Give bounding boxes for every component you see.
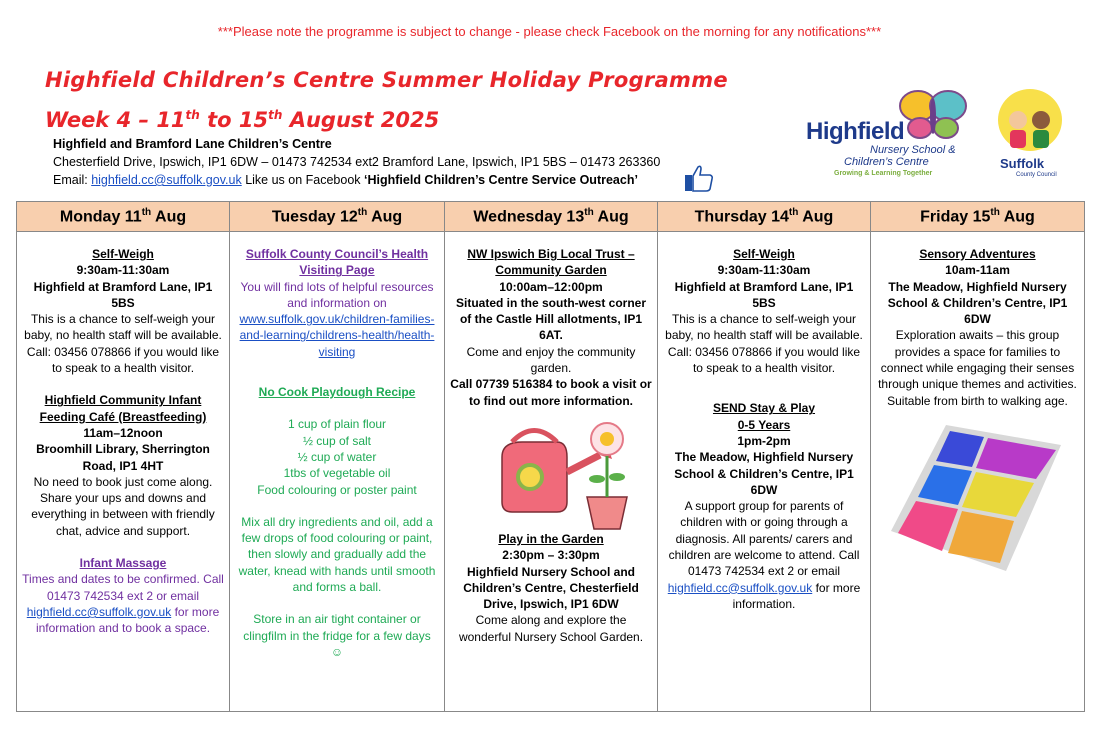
friday-cell xyxy=(871,232,1085,712)
highfield-logo: Highfield Nursery School & Children’s Centre Growing & Learning Together xyxy=(806,84,966,179)
butterfly-icon xyxy=(898,84,968,144)
event-title: Suffolk County Council’s Health Visiting Page xyxy=(245,247,429,278)
event-desc: This is a chance to self-weigh your baby, no health staff will be available. xyxy=(24,312,222,343)
event-call: Call: 03456 078866 if you would like to speak to a health visitor. xyxy=(26,344,220,376)
event-call: Call 07739 516384 to book a visit or to find out more information. xyxy=(450,377,652,408)
event-desc: You will find lots of helpful resources and information on xyxy=(240,279,434,310)
day-header-thursday: Thursday 14th Aug xyxy=(658,202,871,232)
monday-cell xyxy=(17,232,230,712)
thumbs-up-icon xyxy=(684,163,714,198)
event-age: 0-5 Years xyxy=(737,417,791,432)
event-title: SEND Stay & Play xyxy=(712,401,816,416)
event-title: Sensory Adventures xyxy=(919,247,1036,261)
watering-can-flower-icon xyxy=(450,409,652,531)
event-place: The Meadow, Highfield Nursery School & Children’s Centre, IP1 6DW xyxy=(674,450,854,497)
suffolk-logo: Suffolk County Council xyxy=(996,86,1066,178)
email-link[interactable]: highfield.cc@suffolk.gov.uk xyxy=(91,173,242,187)
event-time: 10am-11am xyxy=(945,263,1010,278)
contact-line: Email: highfield.cc@suffolk.gov.uk Like us on Facebook ‘Highfield Children’s Centre Service Outreach’ xyxy=(53,173,638,187)
event-place: Broomhill Library, Sherrington Road, IP1 4HT xyxy=(36,442,210,473)
event-desc: Times and dates to be confirmed. Call 01473 742534 ext 2 or email highfield.cc@suffolk.gov.uk for more information and to book a space. xyxy=(22,572,224,636)
event-place: Highfield at Bramford Lane, IP1 5BS xyxy=(33,279,213,310)
tuesday-cell xyxy=(230,232,445,712)
ingredient: 1 cup of plain flour xyxy=(287,417,387,432)
event-time: 2:30pm – 3:30pm xyxy=(502,548,600,563)
address-line: Chesterfield Drive, Ipswich, IP1 6DW – 01473 742534 ext2 Bramford Lane, Ipswich, IP1 5BS – 01473 263360 xyxy=(53,155,661,169)
event-desc: Exploration awaits – this group provides a space for families to connect while engaging their senses through unique themes and activities. Suitable from birth to walking age. xyxy=(878,328,1077,408)
email-link[interactable]: highfield.cc@suffolk.gov.uk xyxy=(667,580,813,595)
health-visiting-link[interactable]: www.suffolk.gov.uk/children-families-and-learning/childrens-health/health-visiting xyxy=(239,312,435,359)
event-place: The Meadow, Highfield Nursery School & Children’s Centre, IP1 6DW xyxy=(887,279,1068,327)
children-centres-badge-icon xyxy=(996,86,1064,154)
day-header-friday: Friday 15th Aug xyxy=(871,202,1085,232)
recipe-title: No Cook Playdough Recipe xyxy=(258,385,416,400)
event-title: Infant Massage xyxy=(79,556,167,571)
ingredient: 1tbs of vegetable oil xyxy=(283,466,391,481)
wednesday-cell xyxy=(445,232,658,712)
programme-table xyxy=(16,201,1085,712)
event-desc: Come along and explore the wonderful Nursery School Garden. xyxy=(458,613,644,644)
day-header-monday: Monday 11th Aug xyxy=(17,202,230,232)
event-time: 1pm-2pm xyxy=(737,433,791,448)
event-time: 9:30am-11:30am xyxy=(76,263,170,278)
event-title: Self-Weigh xyxy=(92,247,154,261)
event-title: Highfield Community Infant Feeding Café (Breastfeeding) xyxy=(39,393,207,424)
event-time: 9:30am-11:30am xyxy=(717,263,811,278)
event-desc: This is a chance to self-weigh your baby, no health staff will be available. xyxy=(665,312,863,343)
day-header-wednesday: Wednesday 13th Aug xyxy=(445,202,658,232)
recipe-method: Mix all dry ingredients and oil, add a few drops of food colouring or paint, then slowly and gradually add the water, knead with hands until smooth and forms a ball. xyxy=(238,514,436,595)
event-title: Play in the Garden xyxy=(498,531,604,546)
ingredient: ½ cup of salt xyxy=(302,433,372,448)
recipe-storage: Store in an air tight container or clingfilm in the fridge for a few days xyxy=(243,612,431,643)
event-place: Situated in the south-west corner of the Castle Hill allotments, IP1 6AT. xyxy=(455,295,647,343)
ingredient: Food colouring or poster paint xyxy=(257,482,417,497)
event-place: Highfield Nursery School and Children’s Centre, Chesterfield Drive, Ipswich, IP1 6DW xyxy=(463,564,639,612)
thursday-cell: Self-Weigh 9:30am-11:30am Highfield at Bramford Lane, IP1 5BS This is a chance to self-weigh your baby, no health staff will be available. Call: 03456 078866 if you would like to speak to a health visitor. SEND Stay & Play 0-5 Years 1pm-2pm The Meadow, Highfield Nursery School & Children’s Centre, IP1 6DW A support group for parents of children with or going through a diagnosis. All parents/ carers and children are welcome to attend. Call 01473 742534 ext 2 or email highfield.cc@suffolk.gov.uk for more information. xyxy=(658,232,871,712)
event-title: NW Ipswich Big Local Trust – Community Garden xyxy=(467,247,635,278)
event-time: 10:00am–12:00pm xyxy=(499,279,603,294)
event-call: Call: 03456 078866 if you would like to speak to a health visitor. xyxy=(667,344,861,376)
week-heading: Week 4 – 11th to 15th August 2025 xyxy=(45,108,440,132)
event-title: Self-Weigh xyxy=(733,247,795,261)
event-time: 11am–12noon xyxy=(83,425,163,440)
smiley-icon: ☺ xyxy=(330,644,344,659)
day-header-tuesday: Tuesday 12th Aug xyxy=(230,202,445,232)
event-desc: Come and enjoy the community garden. xyxy=(466,344,636,376)
centres-name: Highfield and Bramford Lane Children’s Centre xyxy=(53,137,332,151)
event-place: Highfield at Bramford Lane, IP1 5BS xyxy=(674,279,854,310)
email-link[interactable]: highfield.cc@suffolk.gov.uk xyxy=(26,604,172,619)
event-desc: No need to book just come along. Share your ups and downs and everything in between with friendly chat, advice and support. xyxy=(31,474,215,538)
sensory-tiles-image xyxy=(876,409,1079,569)
event-desc: A support group for parents of children with or going through a diagnosis. All parents/ carers and children are welcome to attend. Call 01473 742534 ext 2 or email xyxy=(668,499,860,579)
page-title: Highfield Children’s Centre Summer Holiday Programme xyxy=(45,68,728,92)
notice-banner: ***Please note the programme is subject to change - please check Facebook on the morning for any notifications*** xyxy=(217,24,882,39)
ingredient: ½ cup of water xyxy=(297,449,377,464)
